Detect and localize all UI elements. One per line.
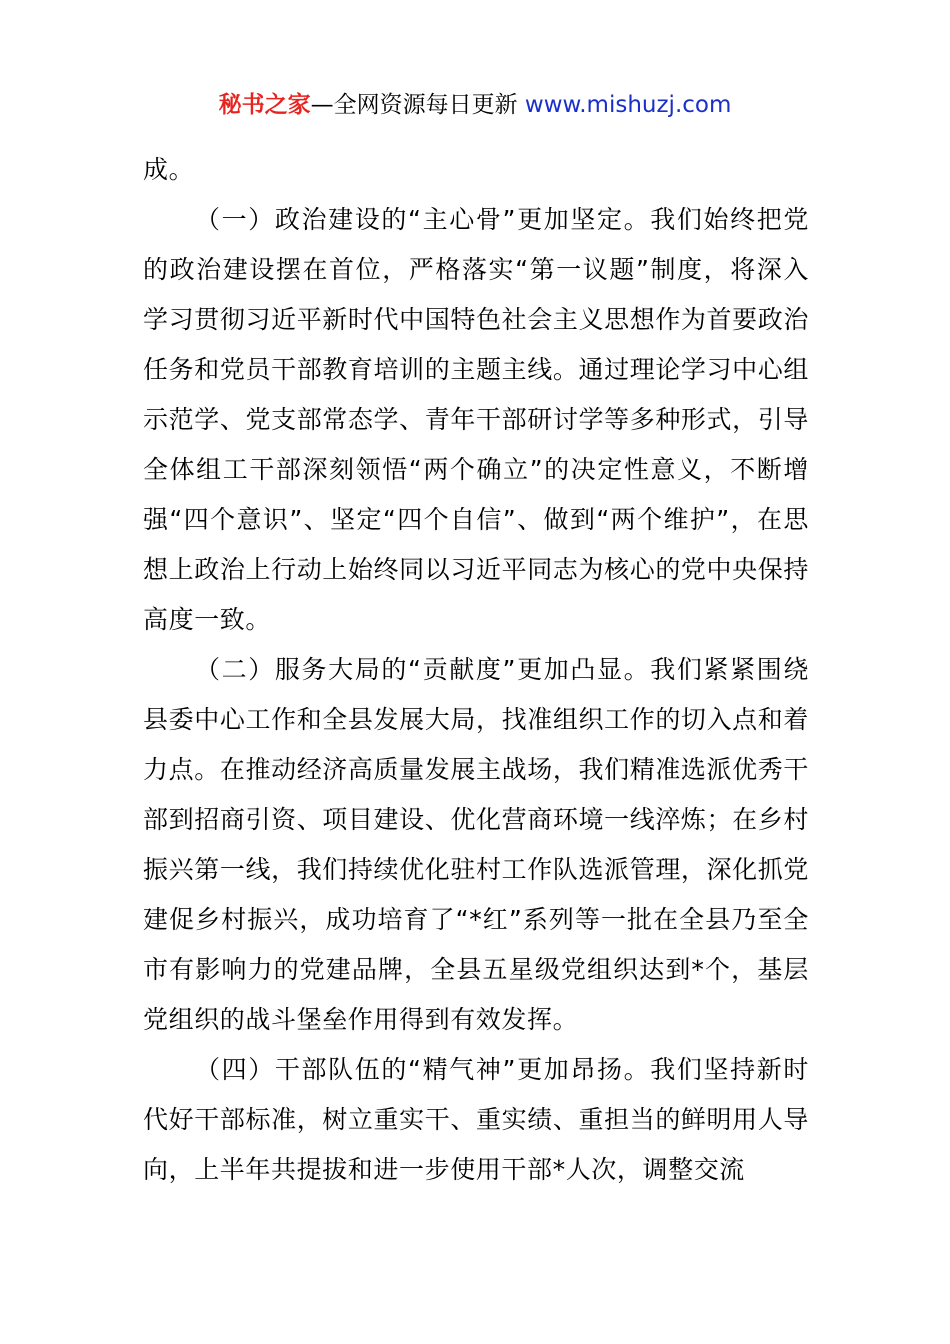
brand-name: 秘书之家 — [218, 92, 311, 118]
page-header — [0, 88, 950, 122]
header-tagline: —全网资源每日更新 — [310, 92, 525, 118]
paragraph-political-building: （一）政治建设的“主心骨”更加坚定。我们始终把党的政治建设摆在首位，严格落实“第一议题”制度，将深入学习贯彻习近平新时代中国特色社会主义思想作为首要政治任务和党员干部教育培训的主题主线。通过理论学习中心组示范学、党支部常态学、青年干部研讨学等多种形式，引导全体组工干部深刻领悟“两个确立”的决定性意义，不断增强“四个意识”、坚定“四个自信”、做到“两个维护”，在思想上政治上行动上始终同以习近平同志为核心的党中央保持高度一致。 — [143, 205, 809, 634]
document-body — [143, 145, 809, 1195]
site-url-link[interactable]: www.mishuzj.com — [524, 92, 732, 118]
paragraph-cadre-team: （四）干部队伍的“精气神”更加昂扬。我们坚持新时代好干部标准，树立重实干、重实绩、重担当的鲜明用人导向，上半年共提拔和进一步使用干部*人次，调整交流 — [143, 1055, 809, 1184]
paragraph-serving-overall: （二）服务大局的“贡献度”更加凸显。我们紧紧围绕县委中心工作和全县发展大局，找准组织工作的切入点和着力点。在推动经济高质量发展主战场，我们精准选派优秀干部到招商引资、项目建设、优化营商环境一线淬炼；在乡村振兴第一线，我们持续优化驻村工作队选派管理，深化抓党建促乡村振兴，成功培育了“*红”系列等一批在全县乃至全市有影响力的党建品牌，全县五星级党组织达到*个，基层党组织的战斗堡垒作用得到有效发挥。 — [143, 655, 809, 1034]
paragraph-continuation: 成。 — [143, 155, 195, 184]
